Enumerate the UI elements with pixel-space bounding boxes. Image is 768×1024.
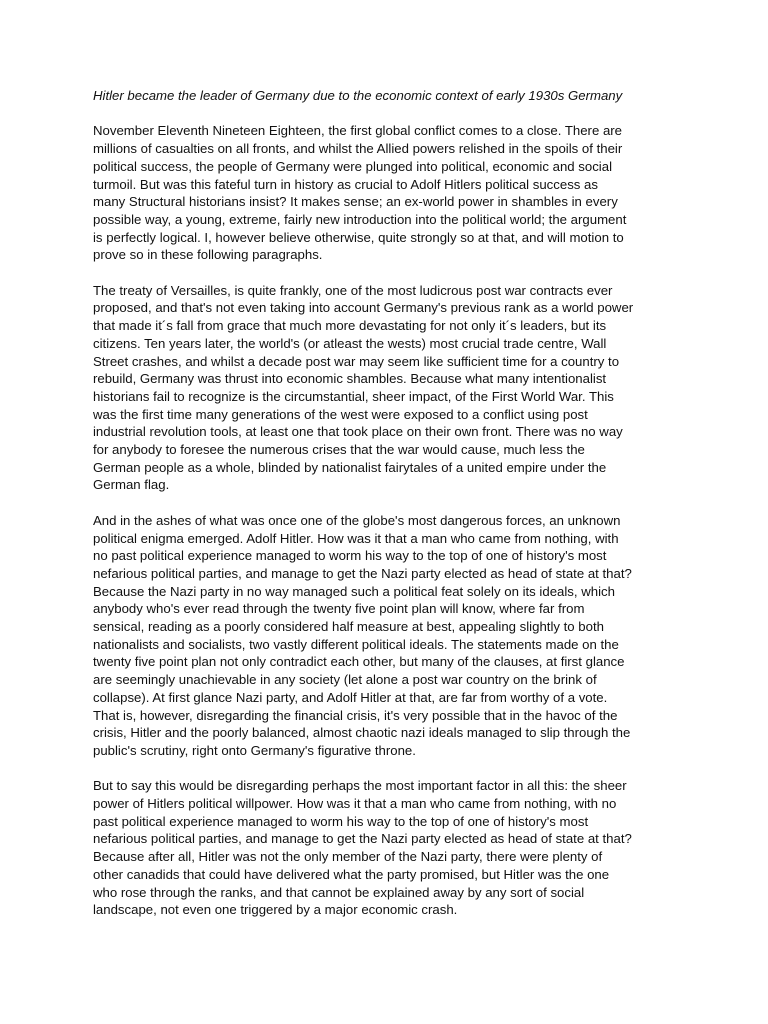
document-title: Hitler became the leader of Germany due to the economic context of early 1930s Germany xyxy=(93,88,623,103)
paragraph-2 xyxy=(93,282,677,494)
document-body xyxy=(93,87,677,937)
paragraph-4 xyxy=(93,777,677,919)
text-line: And in the ashes of what was once one of the globe's most dangerous forces, an unknown xyxy=(93,512,621,528)
text-line: power of Hitlers political willpower. How was it that a man who came from nothing, with no xyxy=(93,796,617,812)
text-line: political success, the people of Germany were plunged into political, economic and social xyxy=(93,158,612,174)
text-line: November Eleventh Nineteen Eighteen, the first global conflict comes to a close. There are xyxy=(93,123,623,139)
text-line: landscape, not even one triggered by a major economic crash. xyxy=(93,902,458,918)
text-line: citizens. Ten years later, the world's (or atleast the wests) most crucial trade centre, Wall xyxy=(93,335,607,351)
text-line: German flag. xyxy=(93,477,170,493)
text-line: past political experience managed to worm his way to the top of one of history's most xyxy=(93,813,589,829)
text-line: The treaty of Versailles, is quite frankly, one of the most ludicrous post war contracts ever xyxy=(93,282,613,298)
text-line: many Structural historians insist? It makes sense; an ex-world power in shambles in every xyxy=(93,194,618,210)
text-line: for anybody to foresee the numerous crises that the war would cause, much less the xyxy=(93,442,585,458)
text-line: prove so in these following paragraphs. xyxy=(93,247,323,263)
text-line: no past political experience managed to worm his way to the top of one of history's most xyxy=(93,548,607,564)
paragraph-3 xyxy=(93,512,677,760)
text-line: proposed, and that's not even taking into account Germany's previous rank as a world power xyxy=(93,300,634,316)
text-line: historians fail to recognize is the circumstantial, sheer impact, of the First World War. This xyxy=(93,388,614,404)
text-line: rebuild, Germany was thrust into economic shambles. Because what many intentionalist xyxy=(93,371,607,387)
paragraph-1 xyxy=(93,122,677,264)
text-line: nefarious political parties, and manage to get the Nazi party elected as head of state at that? xyxy=(93,565,632,581)
text-line: is perfectly logical. I, however believe otherwise, quite strongly so at that, and will motion to xyxy=(93,229,624,245)
text-line: That is, however, disregarding the financial crisis, it's very possible that in the havoc of the xyxy=(93,707,618,723)
text-line: anybody who's ever read through the twenty five point plan will know, where far from xyxy=(93,601,585,617)
text-line: Because after all, Hitler was not the only member of the Nazi party, there were plenty of xyxy=(93,849,603,865)
text-line: political enigma emerged. Adolf Hitler. How was it that a man who came from nothing, with xyxy=(93,530,619,546)
text-line: was the first time many generations of the west were exposed to a conflict using post xyxy=(93,406,588,422)
text-line: German people as a whole, blinded by nationalist fairytales of a united empire under the xyxy=(93,459,607,475)
text-line: industrial revolution tools, at least one that took place on their own front. There was no way xyxy=(93,424,623,440)
text-line: that made it´s fall from grace that much more devastating for not only it´s leaders, but its xyxy=(93,318,607,334)
text-line: But to say this would be disregarding perhaps the most important factor in all this: the sheer xyxy=(93,778,627,794)
text-line: twenty five point plan not only contradict each other, but many of the clauses, at first glance xyxy=(93,654,625,670)
text-line: public's scrutiny, right onto Germany's figurative throne. xyxy=(93,742,416,758)
text-line: sensical, reading as a poorly considered half measure at best, appealing slightly to both xyxy=(93,619,604,635)
text-line: Street crashes, and whilst a decade post war may seem like sufficient time for a country to xyxy=(93,353,620,369)
text-line: are seemingly unachievable in any society (let alone a post war country on the brink of xyxy=(93,672,597,688)
text-line: crisis, Hitler and the poorly balanced, almost chaotic nazi ideals managed to slip through the xyxy=(93,725,631,741)
text-line: millions of casualties on all fronts, and whilst the Allied powers relished in the spoils of their xyxy=(93,141,623,157)
text-line: possible way, a young, extreme, fairly new introduction into the political world; the argument xyxy=(93,211,627,227)
text-line: turmoil. But was this fateful turn in history as crucial to Adolf Hitlers political success as xyxy=(93,176,598,192)
text-line: nefarious political parties, and manage to get the Nazi party elected as head of state at that? xyxy=(93,831,632,847)
text-line: who rose through the ranks, and that cannot be explained away by any sort of social xyxy=(93,884,585,900)
text-line: Because the Nazi party in no way managed such a political feat solely on its ideals, which xyxy=(93,583,615,599)
text-line: collapse). At first glance Nazi party, and Adolf Hitler at that, are far from worthy of a vote. xyxy=(93,689,608,705)
text-line: other canadids that could have delivered what the party promised, but Hitler was the one xyxy=(93,866,610,882)
text-line: nationalists and socialists, two vastly different political ideals. The statements made on the xyxy=(93,636,619,652)
